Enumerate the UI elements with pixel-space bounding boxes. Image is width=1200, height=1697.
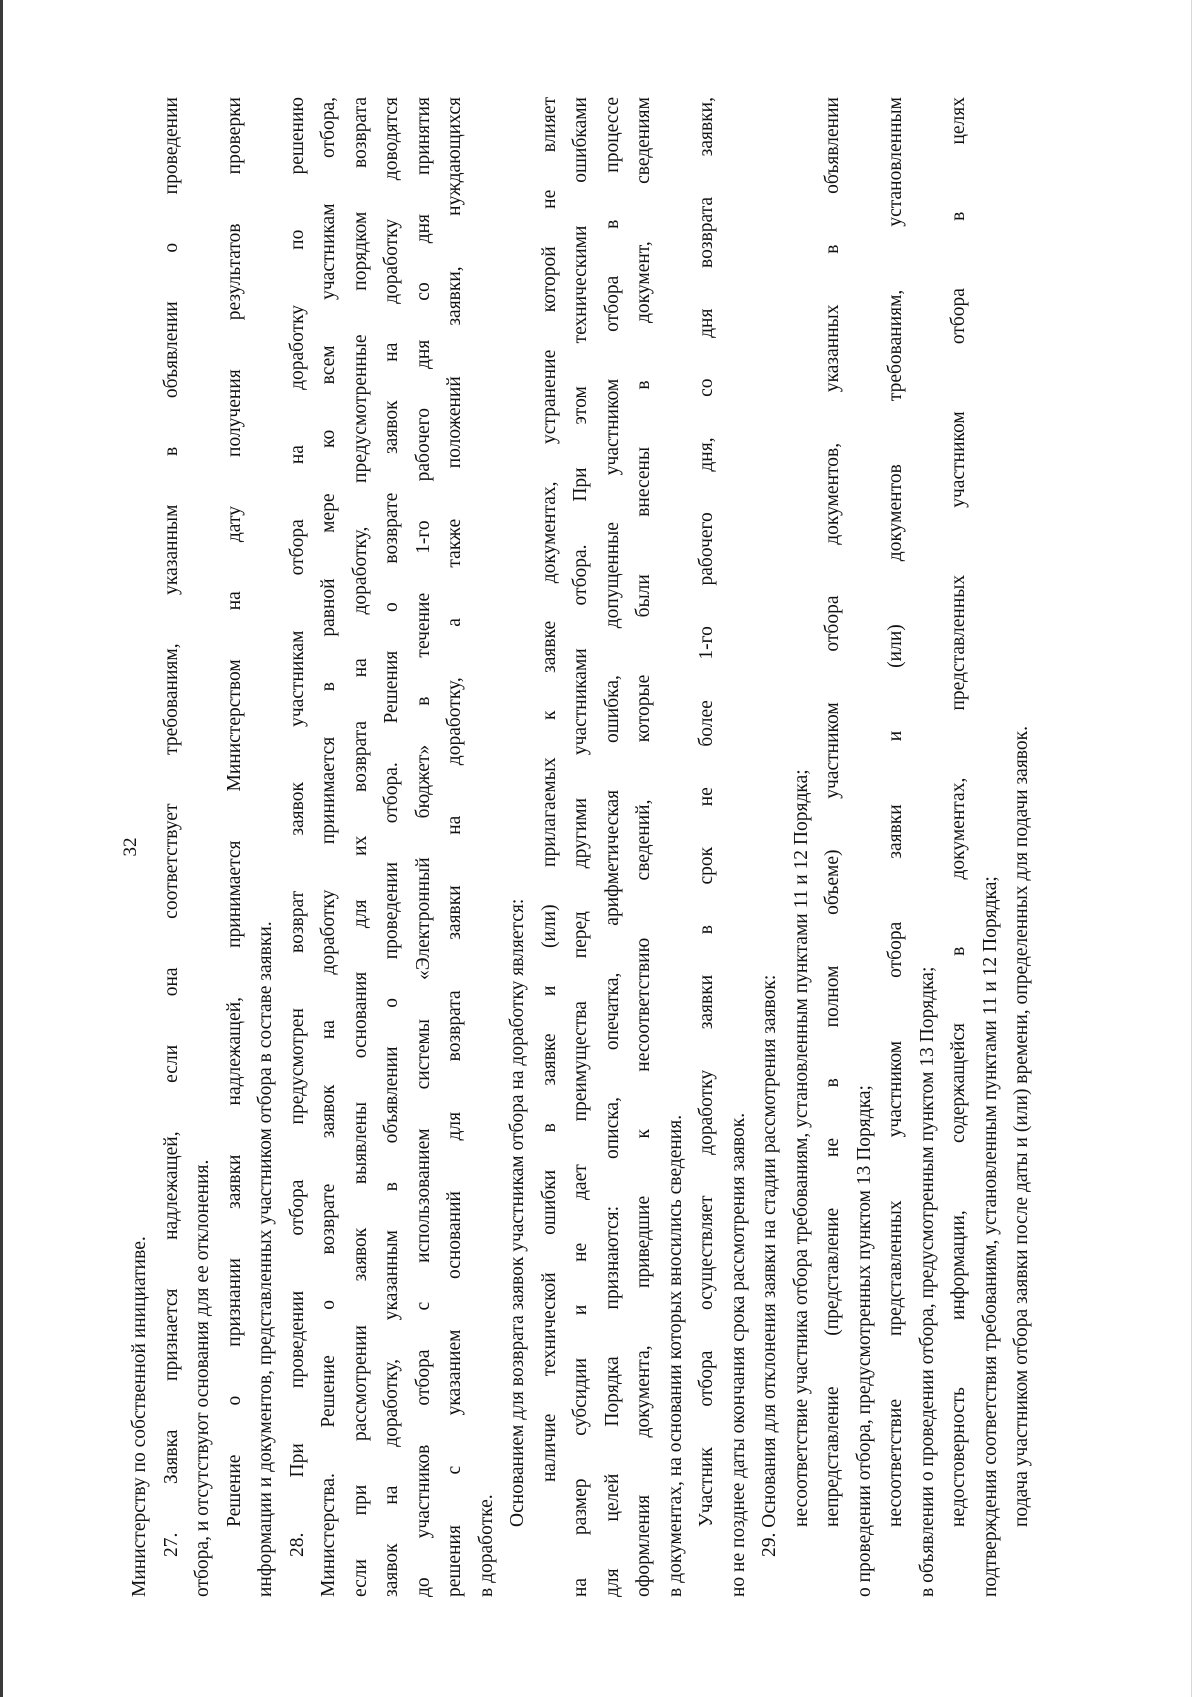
- text-line: подача участником отбора заявки после даты и (или) времени, определенных для подачи заявок.: [1011, 726, 1032, 1527]
- text-line: если при рассмотрении заявок выявлены основания для их возврата на доработку, предусмотренные порядком возврата: [349, 97, 371, 1597]
- document-body: [124, 97, 1038, 1597]
- text-line: Решение о признании заявки надлежащей, принимается Министерством на дату получения результатов проверки: [223, 97, 245, 1527]
- text-line: в доработке.: [475, 1494, 497, 1597]
- text-line: заявок на доработку, указанным в объявлении о проведении отбора. Решения о возврате заявок на доработку доводятся: [381, 97, 402, 1597]
- text-line: для целей Порядка признаются: описка, опечатка, арифметическая ошибка, допущенные участником отбора в процессе: [601, 97, 623, 1597]
- scan-edge-right: [1191, 0, 1192, 1697]
- text-line: 27. Заявка признается надлежащей, если она соответствует требованиям, указанным в объявлении о проведении: [160, 97, 182, 1557]
- text-line: Министерства. Решение о возврате заявок на доработку принимается в равной мере ко всем участникам отбора,: [318, 97, 339, 1597]
- text-line: но не позднее даты окончания срока рассмотрения заявок.: [727, 1112, 749, 1597]
- text-line: Участник отбора осуществляет доработку заявки в срок не более 1-го рабочего дня, со дня возврата заявки,: [696, 97, 717, 1527]
- text-line: в объявлении о проведении отбора, предусмотренным пунктом 13 Порядка;: [916, 966, 938, 1597]
- text-line: несоответствие участника отбора требованиям, установленным пунктами 11 и 12 Порядка;: [790, 769, 812, 1527]
- rotated-document-page: [120, 97, 1070, 1597]
- text-line: 28. При проведении отбора предусмотрен возврат заявок участникам отбора на доработку по решению: [286, 97, 308, 1557]
- text-line: непредставление (представление не в полном объеме) участником отбора документов, указанных в объявлении: [822, 97, 843, 1527]
- text-line: решения с указанием оснований для возврата заявки на доработку, а также положений заявки, нуждающихся: [444, 97, 465, 1597]
- page-number: 32: [120, 837, 141, 857]
- text-line: Министерству по собственной инициативе.: [129, 1236, 150, 1597]
- text-line: недостоверность информации, содержащейся в документах, представленных участником отбора в целях: [948, 97, 969, 1527]
- text-line: 29. Основания для отклонения заявки на стадии рассмотрения заявок:: [759, 974, 780, 1557]
- text-line: оформления документа, приведшие к несоответствию сведений, которые были внесены в документ, сведениям: [633, 97, 654, 1597]
- text-line: наличие технической ошибки в заявке и (или) прилагаемых к заявке документах, устранение которой не влияет: [538, 97, 560, 1482]
- text-line: информации и документов, представленных участником отбора в составе заявки.: [255, 921, 276, 1597]
- text-line: несоответствие представленных участником отбора заявки и (или) документов требованиям, установленным: [885, 97, 906, 1527]
- text-line: в документах, на основании которых вносились сведения.: [664, 1114, 686, 1597]
- text-line: Основанием для возврата заявок участникам отбора на доработку является:: [507, 898, 528, 1527]
- scan-edge-left: [0, 0, 3, 1697]
- text-line: до участников отбора с использованием системы «Электронный бюджет» в течение 1-го рабочего дня со дня принятия: [412, 97, 434, 1597]
- text-line: о проведении отбора, предусмотренных пунктом 13 Порядка;: [853, 1085, 875, 1597]
- text-line: на размер субсидии и не дает преимущества перед другими участниками отбора. При этом техническими ошибками: [570, 97, 591, 1597]
- text-line: подтверждения соответствия требованиям, установленным пунктами 11 и 12 Порядка;: [979, 876, 1001, 1597]
- text-line: отбора, и отсутствуют основания для ее отклонения.: [192, 1159, 213, 1597]
